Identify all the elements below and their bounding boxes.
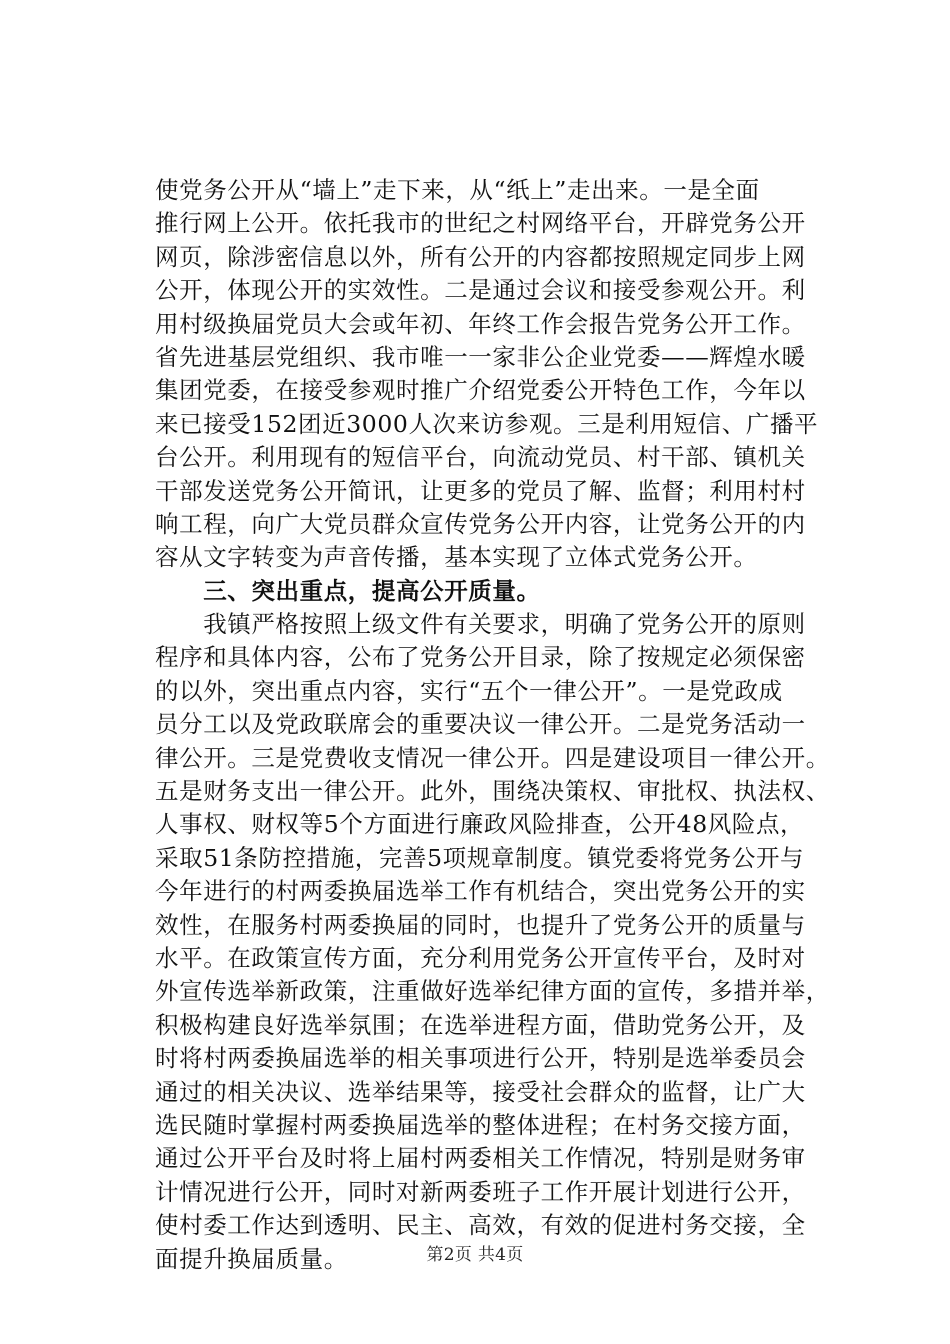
body-line: 推行网上公开。依托我市的世纪之村网络平台，开辟党务公开 [155,209,806,238]
body-line: 响工程，向广大党员群众宣传党务公开内容，让党务公开的内 [155,509,806,538]
body-line: 员分工以及党政联席会的重要决议一律公开。二是党务活动一 [155,710,806,739]
body-line: 采取51条防控措施，完善5项规章制度。镇党委将党务公开与 [155,843,805,872]
body-line: 时将村两委换届选举的相关事项进行公开，特别是选举委员会 [155,1044,806,1073]
body-line: 使村委工作达到透明、民主、高效，有效的促进村务交接，全 [155,1211,806,1240]
body-line: 外宣传选举新政策，注重做好选举纪律方面的宣传，多措并举， [155,977,830,1006]
body-line: 计情况进行公开，同时对新两委班子工作开展计划进行公开， [155,1177,806,1206]
body-line: 通过公开平台及时将上届村两委相关工作情况，特别是财务审 [155,1144,806,1173]
body-line: 通过的相关决议、选举结果等，接受社会群众的监督，让广大 [155,1077,806,1106]
body-line: 选民随时掌握村两委换届选举的整体进程；在村务交接方面， [155,1110,806,1139]
document-body [155,174,845,1276]
body-line: 我镇严格按照上级文件有关要求，明确了党务公开的原则 [155,610,806,639]
body-line: 来已接受152团近3000人次来访参观。三是利用短信、广播平 [155,409,819,438]
body-line: 公开，体现公开的实效性。二是通过会议和接受参观公开。利 [155,276,806,305]
body-line: 台公开。利用现有的短信平台，向流动党员、村干部、镇机关 [155,443,806,472]
body-line: 人事权、财权等5个方面进行廉政风险排查，公开48风险点， [155,810,805,839]
body-line: 用村级换届党员大会或年初、年终工作会报告党务公开工作。 [155,309,806,338]
body-line: 程序和具体内容，公布了党务公开目录，除了按规定必须保密 [155,643,806,672]
body-line: 律公开。三是党费收支情况一律公开。四是建设项目一律公开。 [155,743,830,772]
body-line: 效性，在服务村两委换届的同时，也提升了党务公开的质量与 [155,910,806,939]
body-line: 集团党委，在接受参观时推广介绍党委公开特色工作，今年以 [155,376,806,405]
body-line: 省先进基层党组织、我市唯一一家非公企业党委——辉煌水暖 [155,342,806,371]
body-line: 容从文字转变为声音传播，基本实现了立体式党务公开。 [155,543,758,572]
body-line: 今年进行的村两委换届选举工作有机结合，突出党务公开的实 [155,877,806,906]
body-line: 网页，除涉密信息以外，所有公开的内容都按照规定同步上网 [155,242,806,271]
body-line: 面提升换届质量。 [155,1244,348,1273]
section-heading: 三、突出重点，提高公开质量。 [155,576,541,605]
body-line: 的以外，突出重点内容，实行“五个一律公开”。一是党政成 [155,676,783,705]
body-line: 干部发送党务公开简讯，让更多的党员了解、监督；利用村村 [155,476,806,505]
body-line: 积极构建良好选举氛围；在选举进程方面，借助党务公开，及 [155,1010,806,1039]
body-line: 五是财务支出一律公开。此外，围绕决策权、审批权、执法权、 [155,777,830,806]
body-line: 使党务公开从“墙上”走下来，从“纸上”走出来。一是全面 [155,176,760,204]
page-number-footer: 第2页 共4页 [426,1245,524,1265]
body-line: 水平。在政策宣传方面，充分利用党务公开宣传平台，及时对 [155,943,806,972]
